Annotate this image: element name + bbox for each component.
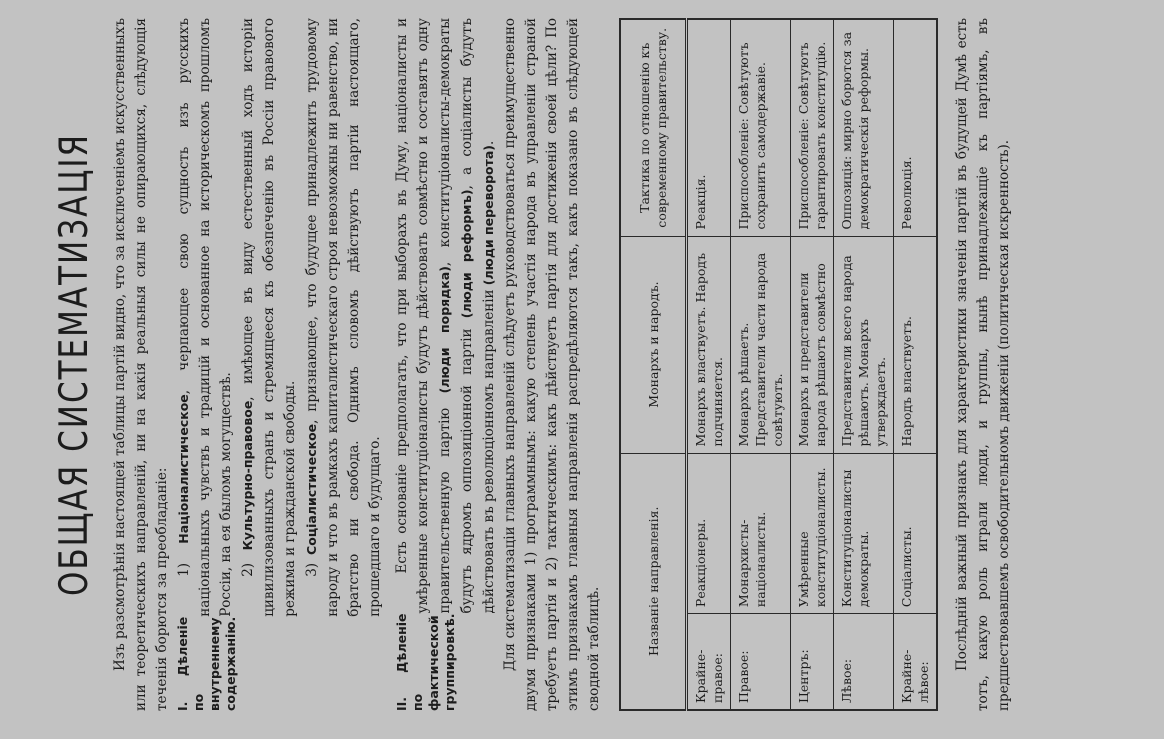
table-row: [834, 19, 894, 710]
cell-tactic: Приспособленіе: Совѣтуютъ гарантировать конституцію.: [791, 19, 834, 236]
item-2-number: 2): [240, 562, 256, 577]
section-2-text-4: .: [481, 140, 497, 145]
cell-relation: Монархъ и представители народа рѣшаютъ совмѣстно: [791, 236, 834, 453]
item-3-number: 3): [304, 562, 320, 577]
table-header-row: [620, 19, 687, 710]
item-1-text: , черпающее свою сущность изъ русскихъ національныхъ чувствъ и традицій и основанное на историческомъ прошломъ Россіи, на ея быломъ могуществѣ.: [176, 18, 234, 617]
cell-parties: Монархисты-націоналисты.: [731, 453, 791, 614]
label-reform-people: (люди реформъ): [459, 189, 474, 319]
cell-tactic: Приспособленіе: Совѣтуютъ сохранить самодержавіе.: [731, 19, 791, 236]
cell-parties: Конституціоналисты демократы.: [834, 453, 894, 614]
item-3: [301, 18, 386, 617]
section-2-heading: II. Дѣленіе по фактической группировкѣ.: [394, 613, 457, 711]
cell-parties: Реакціонеры.: [687, 453, 731, 614]
cell-relation: Монархъ рѣшаетъ. Представители части народа совѣтуютъ.: [731, 236, 791, 453]
item-2-text: , имѣющее въ виду естественный ходъ исторіи цивилизованныхъ странъ и стремящееся къ обезпеченію въ Россіи правового режима и гражданской свободы.: [240, 17, 298, 617]
table-row: [894, 19, 938, 710]
item-2: [237, 18, 301, 617]
cell-relation: Монархъ властвуетъ. Народъ подчиняется.: [687, 236, 731, 453]
item-3-term: Соціалистическое: [304, 423, 319, 555]
section-1-heading: I. Дѣленіе по внутреннему содержанію.: [175, 616, 238, 711]
cell-group: Крайне-правое:: [687, 614, 731, 710]
cell-group: Центръ:: [791, 614, 834, 710]
label-revolution-people: (люди переворота): [481, 144, 496, 286]
cell-relation: Представители всего народа рѣшаютъ. Монархъ утверждаетъ.: [834, 236, 894, 453]
cell-tactic: Революція.: [894, 19, 938, 236]
section-1-body: [173, 18, 386, 617]
table-row: [731, 19, 791, 710]
cell-parties: Соціалисты.: [894, 453, 938, 614]
section-2-paragraph: [392, 18, 500, 613]
section-2-text-1: Есть основаніе предполагать, что при выборахъ въ Думу, націоналисты и умѣренные конституціоналисты будутъ дѣйствовать совмѣстно и составятъ одну правительственную партію: [394, 18, 453, 614]
page-title: ОБЩАЯ СИСТЕМАТИЗАЦІЯ: [52, 132, 97, 597]
item-1-term: Націоналистическое: [176, 394, 191, 544]
closing-paragraph: Послѣдній важный признакъ для характеристики значенія партій въ будущей Думѣ есть тотъ, какую роль играли люди, и группы, нынѣ принадлежащіе къ партіямъ, въ предшествовавшемъ освободительномъ движеніи (политическая искренность).: [954, 18, 1012, 711]
section-1: [173, 18, 386, 711]
header-monarch-people: Монархъ и народъ.: [620, 236, 687, 453]
cell-parties: Умѣренные конституціоналисты.: [791, 453, 834, 614]
document-body: [110, 18, 605, 711]
section-2-body: [392, 18, 500, 613]
cell-group: Лѣвое:: [834, 614, 894, 710]
section-2-text-3: , а соціалисты будутъ дѣйствовать въ революціонномъ направленіи: [459, 18, 497, 614]
cell-tactic: Реакція.: [687, 19, 731, 236]
header-tactics: Тактика по отношенію къ современному правительству.: [620, 19, 687, 236]
cell-group: Правое:: [731, 614, 791, 710]
item-1-number: 1): [176, 562, 192, 577]
label-order-people: (люди порядка): [437, 266, 452, 394]
section-2-text-2: , конституціоналисты-демократы будутъ ядромъ оппозиціонной партіи: [437, 17, 475, 614]
item-3-text: , признающее, что будущее принадлежитъ трудовому народу и что въ рамкахъ капиталистическаго строя невозможны ни равенство, ни братство ни свобода. Однимъ словомъ дѣйствуютъ партіи настоящаго, прошедшаго и будущаго.: [304, 17, 383, 617]
header-direction: Названіе направленія.: [620, 453, 687, 710]
item-1: [173, 18, 237, 617]
section-2: [392, 18, 500, 711]
cell-relation: Народъ властвуетъ.: [894, 236, 938, 453]
item-2-term: Культурно-правовое: [240, 400, 255, 551]
systematization-paragraph: Для систематизаціи главныхъ направленій слѣдуетъ руководствоваться преимущественно двумя признаками 1) программнымъ: какую степень участія народа въ управленіи страной требуетъ партія и 2) тактическимъ: какъ дѣйствуетъ партія для достиженія своей цѣли? По этимъ признакамъ главныя направленія распредѣляются такъ, какъ показано въ слѣдующей сводной таблицѣ.: [502, 18, 602, 711]
cell-tactic: Оппозиція: мирно борются за демократическія реформы.: [834, 19, 894, 236]
intro-paragraph: Изъ разсмотрѣнія настоящей таблицы партій видно, что за исключеніемъ искусственныхъ или теоретическихъ направленій, ни на какія реальныя силы не опирающихся, слѣдующія теченія борются за преобладаніе:: [112, 17, 170, 711]
table-row: [791, 19, 834, 710]
table-row: [687, 19, 731, 710]
summary-table: [619, 18, 938, 711]
cell-group: Крайне-лѣвое:: [894, 614, 938, 710]
